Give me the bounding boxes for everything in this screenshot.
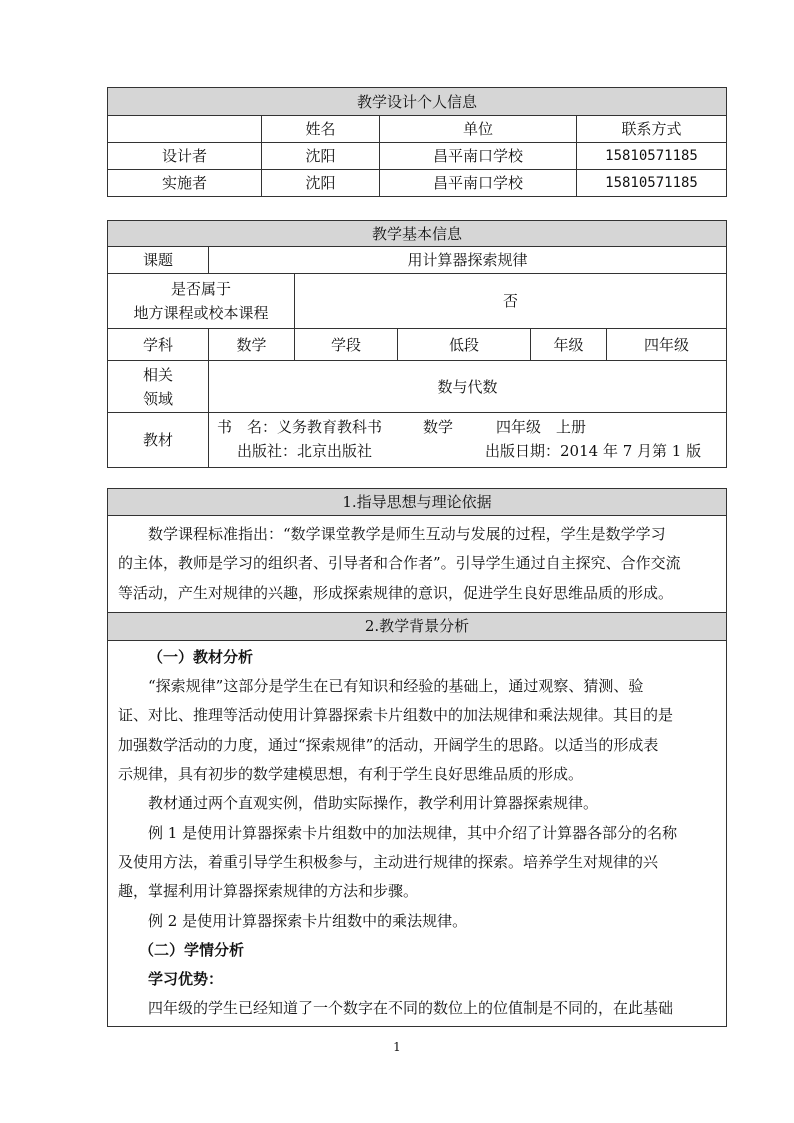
- unit-cell: 昌平南口学校: [380, 143, 577, 170]
- header-contact: 联系方式: [577, 116, 727, 143]
- textbook-grade: 四年级 上册: [496, 418, 587, 436]
- textbook-publisher: 出版社：北京出版社: [237, 442, 373, 460]
- field-label-line2: 领域: [142, 389, 173, 408]
- local-course-value: 否: [295, 274, 727, 329]
- phone-cell: 15810571185: [577, 170, 727, 197]
- unit-cell: 昌平南口学校: [380, 170, 577, 197]
- textbook-subject: 数学: [423, 418, 454, 436]
- role-cell: 实施者: [108, 170, 262, 197]
- name-cell: 沈阳: [262, 170, 380, 197]
- subheading-material: （一）教材分析: [148, 647, 254, 666]
- role-cell: 设计者: [108, 143, 262, 170]
- header-name: 姓名: [262, 116, 380, 143]
- paragraph-line: 等活动，产生对规律的兴趣，形成探索规律的意识，促进学生良好思维品质的形成。: [118, 583, 674, 602]
- paragraph-line: 教材通过两个直观实例，借助实际操作，教学利用计算器探索规律。: [148, 794, 599, 813]
- section2-title: 2.教学背景分析: [108, 612, 727, 640]
- textbook-label: 教材: [108, 413, 209, 468]
- paragraph-line: 示规律，具有初步的数学建模思想，有利于学生良好思维品质的形成。: [118, 765, 584, 784]
- section1-body: [108, 516, 727, 613]
- field-label: [108, 361, 209, 413]
- table-row: [108, 143, 727, 170]
- topic-value: 用计算器探索规律: [209, 247, 727, 274]
- basic-info-title: 教学基本信息: [108, 221, 727, 247]
- analysis-table: [107, 488, 727, 1027]
- page-number: 1: [393, 1040, 401, 1054]
- local-course-label: [108, 274, 295, 329]
- paragraph-line: 数学课程标准指出：“数学课堂教学是师生互动与发展的过程，学生是数学学习: [148, 525, 666, 543]
- header-empty: [108, 116, 262, 143]
- paragraph-line: 四年级的学生已经知道了一个数字在不同的数位上的位值制是不同的，在此基础: [148, 999, 674, 1018]
- local-course-label-line1: 是否属于: [170, 280, 231, 298]
- paragraph-line: 及使用方法，着重引导学生积极参与，主动进行规律的探索。培养学生对规律的兴: [118, 852, 659, 871]
- header-unit: 单位: [380, 116, 577, 143]
- paragraph-line: 加强数学活动的力度，通过“探索规律”的活动，开阔学生的思路。以适当的形成表: [118, 735, 659, 754]
- paragraph-line: 趣，掌握利用计算器探索规律的方法和步骤。: [118, 882, 419, 901]
- name-cell: 沈阳: [262, 143, 380, 170]
- subheading-advantages: 学习优势：: [148, 970, 224, 989]
- subheading-students: （二）学情分析: [139, 940, 245, 959]
- paragraph-line: 证、对比、推理等活动使用计算器探索卡片组数中的加法规律和乘法规律。其目的是: [118, 706, 674, 725]
- grade-label: 年级: [531, 329, 607, 361]
- grade-value: 四年级: [607, 329, 727, 361]
- paragraph-line: “探索规律”这部分是学生在已有知识和经验的基础上，通过观察、猜测、验: [148, 677, 644, 696]
- field-label-line1: 相关: [142, 365, 173, 384]
- topic-label: 课题: [108, 247, 209, 274]
- textbook-title: 书 名：义务教育教科书: [217, 418, 383, 436]
- textbook-value: [209, 413, 727, 468]
- table-row: [108, 170, 727, 197]
- basic-info-table: [107, 220, 727, 468]
- paragraph-line: 例 1 是使用计算器探索卡片组数中的加法规律，其中介绍了计算器各部分的名称: [148, 823, 678, 842]
- subject-value: 数学: [209, 329, 295, 361]
- field-value: 数与代数: [209, 361, 727, 413]
- personal-info-table: [107, 87, 727, 197]
- section1-title: 1.指导思想与理论依据: [108, 489, 727, 516]
- textbook-publish-date: 出版日期：2014 年 7 月第 1 版: [485, 442, 702, 460]
- phone-cell: 15810571185: [577, 143, 727, 170]
- paragraph-line: 例 2 是使用计算器探索卡片组数中的乘法规律。: [148, 911, 468, 930]
- stage-label: 学段: [295, 329, 398, 361]
- paragraph-line: 的主体，教师是学习的组织者、引导者和合作者”。引导学生通过自主探究、合作交流: [118, 554, 681, 573]
- local-course-label-line2: 地方课程或校本课程: [133, 304, 269, 322]
- personal-info-title: 教学设计个人信息: [108, 88, 727, 116]
- subject-label: 学科: [108, 329, 209, 361]
- stage-value: 低段: [398, 329, 531, 361]
- section2-body: [108, 640, 727, 1026]
